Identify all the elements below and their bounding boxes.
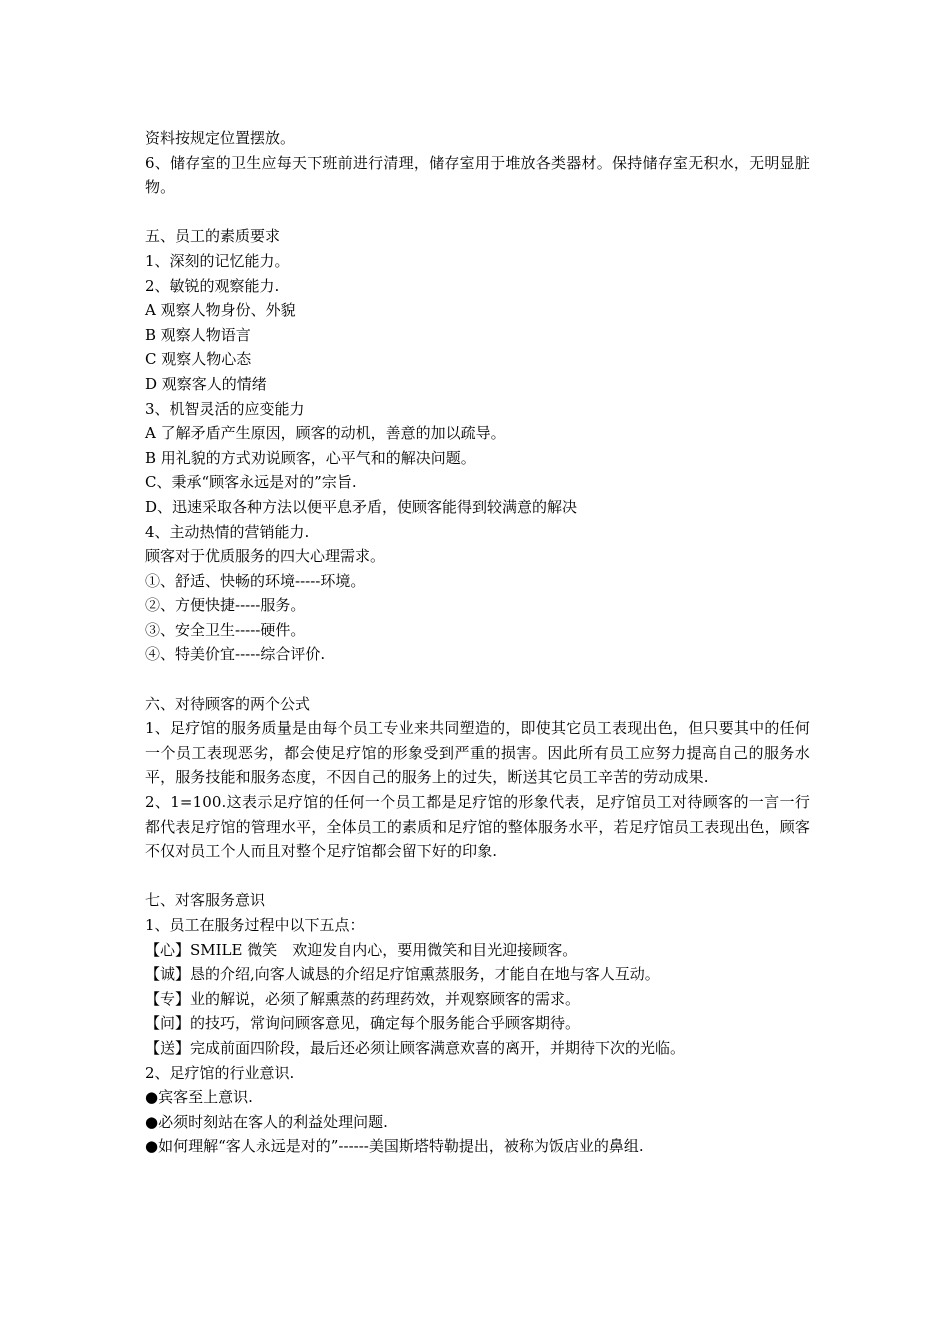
blank-line — [145, 667, 810, 692]
list-item: ②、方便快捷-----服务。 — [145, 596, 306, 615]
list-item: B 用礼貌的方式劝说顾客，心平气和的解决问题。 — [145, 448, 476, 467]
list-item: B 观察人物语言 — [145, 325, 251, 344]
list-item: ●如何理解“客人永远是对的”------美国斯塔特勒提出，被称为饭店业的鼻组. — [145, 1137, 644, 1156]
item-6-paragraph: 6、储存室的卫生应每天下班前进行清理，储存室用于堆放各类器材。保持储存室无积水，无明显脏物。 — [145, 153, 810, 197]
section-6-heading: 六、对待顾客的两个公式 — [145, 694, 311, 713]
list-item: C、秉承“顾客永远是对的”宗旨. — [145, 473, 357, 492]
formula-1-paragraph: 1、足疗馆的服务质量是由每个员工专业来共同塑造的，即使其它员工表现出色，但只要其中的任何一个员工表现恶劣，都会使足疗馆的形象受到严重的损害。因此所有员工应努力提高自己的服务水平，服务技能和服务态度，不因自己的服务上的过失，断送其它员工辛苦的劳动成果. — [145, 719, 810, 787]
section-5 — [145, 224, 810, 667]
list-item: 2、足疗馆的行业意识. — [145, 1063, 295, 1082]
list-item: 【专】业的解说，必须了解熏蒸的药理药效，并观察顾客的需求。 — [145, 989, 581, 1008]
list-item: ③、安全卫生-----硬件。 — [145, 620, 306, 639]
list-item: ●必须时刻站在客人的利益处理问题. — [145, 1112, 388, 1131]
document-page — [145, 126, 810, 1159]
list-item: 1、员工在服务过程中以下五点： — [145, 916, 365, 934]
list-item: 【诚】恳的介绍,向客人诚恳的介绍足疗馆熏蒸服务，才能自在地与客人互动。 — [145, 965, 660, 984]
section-7 — [145, 888, 810, 1159]
section-7-heading: 七、对客服务意识 — [145, 891, 266, 910]
list-item: ①、舒适、快畅的环境-----环境。 — [145, 571, 366, 590]
list-item: 4、主动热情的营销能力. — [145, 522, 310, 541]
list-item: 【问】的技巧，常询问顾客意见，确定每个服务能合乎顾客期待。 — [145, 1014, 581, 1033]
list-item: 顾客对于优质服务的四大心理需求。 — [145, 547, 386, 566]
blank-line — [145, 200, 810, 225]
list-item: 3、机智灵活的应变能力 — [145, 399, 305, 418]
list-item: ●宾客至上意识. — [145, 1088, 253, 1107]
section-6 — [145, 692, 810, 864]
list-item: D、迅速采取各种方法以便平息矛盾，使顾客能得到较满意的解决 — [145, 497, 578, 516]
list-item: A 了解矛盾产生原因，顾客的动机，善意的加以疏导。 — [145, 424, 506, 443]
list-item: 2、敏锐的观察能力. — [145, 276, 280, 295]
list-item: A 观察人物身份、外貌 — [145, 301, 296, 320]
section-5-heading: 五、员工的素质要求 — [145, 227, 281, 246]
list-item: D 观察客人的情绪 — [145, 374, 267, 393]
list-item: 【心】SMILE 微笑 欢迎发自内心，要用微笑和目光迎接顾客。 — [145, 940, 578, 959]
list-item: ④、特美价宜-----综合评价. — [145, 645, 326, 664]
list-item: 1、深刻的记忆能力。 — [145, 251, 290, 270]
list-item: 【送】完成前面四阶段，最后还必须让顾客满意欢喜的离开，并期待下次的光临。 — [145, 1038, 686, 1057]
list-item: C 观察人物心态 — [145, 350, 252, 369]
blank-line — [145, 864, 810, 889]
formula-2-paragraph: 2、1=100.这表示足疗馆的任何一个员工都是足疗馆的形象代表，足疗馆员工对待顾客的一言一行都代表足疗馆的管理水平，全体员工的素质和足疗馆的整体服务水平，若足疗馆员工表现出色，顾客不仅对员工个人而且对整个足疗馆都会留下好的印象. — [145, 793, 810, 861]
text-line: 资料按规定位置摆放。 — [145, 129, 296, 147]
